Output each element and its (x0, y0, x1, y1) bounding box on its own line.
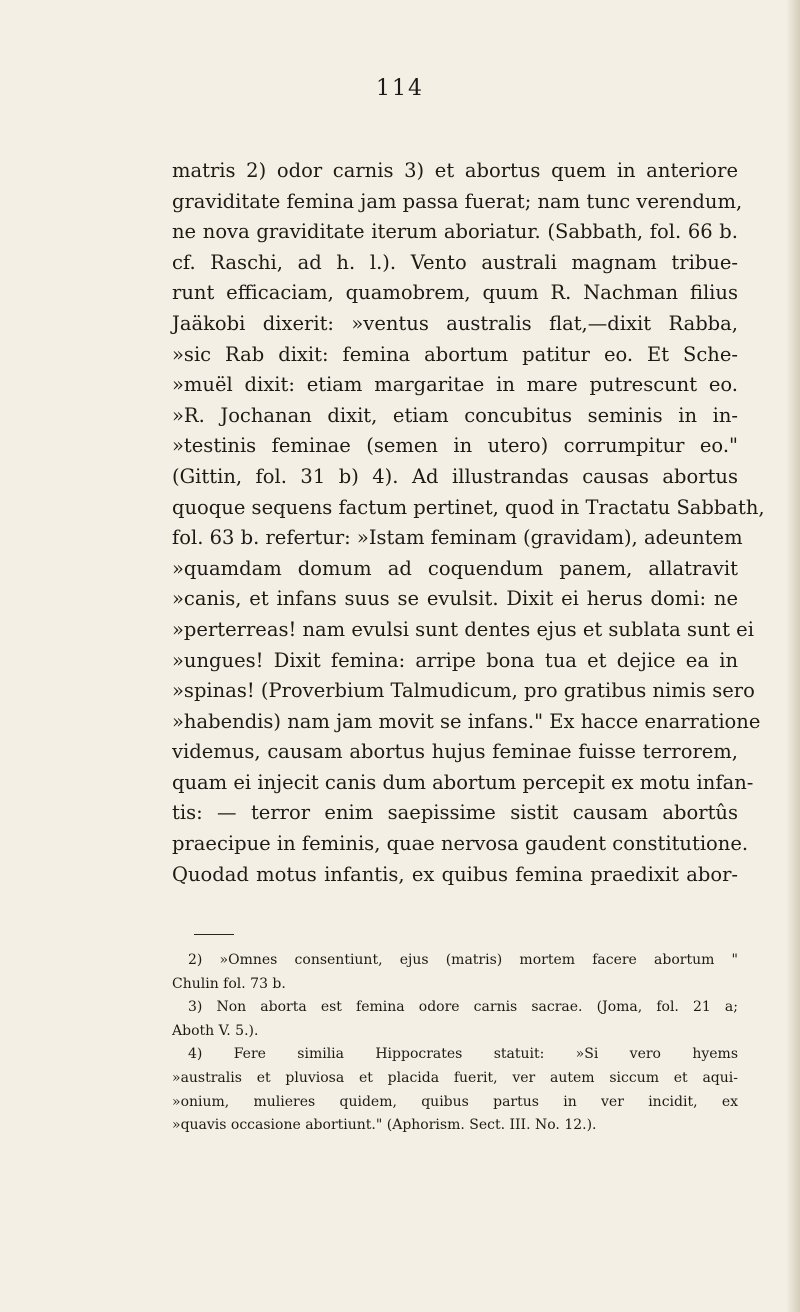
body-line: (Gittin, fol. 31 b) 4). Ad illustrandas causas abortus (172, 464, 738, 488)
footnote-line: 4) Fere similia Hippocrates statuit: »Si vero hyems (188, 1046, 738, 1063)
body-line: Quodad motus infantis, ex quibus femina praedixit abor- (172, 862, 738, 886)
footnote-line: Chulin fol. 73 b. (172, 975, 286, 992)
footnote-line: »onium, mulieres quidem, quibus partus in ver incidit, ex (172, 1093, 738, 1110)
page-edge-shadow (786, 0, 800, 1312)
body-line: ne nova graviditate iterum aboriatur. (Sabbath, fol. 66 b. (172, 220, 738, 244)
footnote-line: Aboth V. 5.). (172, 1022, 259, 1039)
body-line: »muël dixit: etiam margaritae in mare putrescunt eo. (172, 373, 738, 397)
body-text (172, 156, 765, 890)
body-line: Jaäkobi dixerit: »ventus australis flat,—dixit Rabba, (172, 311, 738, 335)
body-line: »spinas! (Proverbium Talmudicum, pro gratibus nimis sero (172, 679, 755, 703)
footnote-separator (194, 934, 234, 935)
body-line: »perterreas! nam evulsi sunt dentes ejus et sublata sunt ei (172, 617, 754, 641)
footnotes (172, 949, 738, 1138)
body-line: cf. Raschi, ad h. l.). Vento australi magnam tribue- (172, 250, 738, 274)
body-line: quam ei injecit canis dum abortum percepit ex motu infan- (172, 770, 754, 794)
footnote-line: 3) Non aborta est femina odore carnis sacrae. (Joma, fol. 21 a; (188, 999, 738, 1016)
footnote-line: »australis et pluviosa et placida fuerit, ver autem siccum et aqui- (172, 1069, 738, 1086)
body-line: »R. Jochanan dixit, etiam concubitus seminis in in- (172, 403, 738, 427)
body-line: »canis, et infans suus se evulsit. Dixit ei herus domi: ne (172, 587, 738, 611)
body-line: matris 2) odor carnis 3) et abortus quem in anteriore (172, 159, 738, 182)
body-line: »testinis feminae (semen in utero) corrumpitur eo." (172, 434, 738, 458)
body-line: videmus, causam abortus hujus feminae fuisse terrorem, (172, 740, 738, 764)
body-line: quoque sequens factum pertinet, quod in Tractatu Sabbath, (172, 495, 765, 519)
footnote-line: 2) »Omnes consentiunt, ejus (matris) mortem facere abortum " (188, 952, 738, 968)
body-line: tis: — terror enim saepissime sistit causam abortûs (172, 801, 738, 825)
body-line: fol. 63 b. refertur: »Istam feminam (gravidam), adeuntem (172, 526, 743, 550)
body-line: graviditate femina jam passa fuerat; nam tunc verendum, (172, 189, 743, 213)
body-line: praecipue in feminis, quae nervosa gaudent constitutione. (172, 832, 749, 856)
page-number: 114 (376, 76, 424, 101)
body-line: »ungues! Dixit femina: arripe bona tua et dejice ea in (172, 648, 738, 672)
body-line: »quamdam domum ad coquendum panem, allatravit (172, 556, 738, 580)
body-line: runt efficaciam, quamobrem, quum R. Nachman filius (172, 281, 738, 305)
footnote-line: »quavis occasione abortiunt." (Aphorism. Sect. III. No. 12.). (172, 1117, 597, 1134)
body-line: »sic Rab dixit: femina abortum patitur eo. Et Sche- (172, 342, 738, 366)
body-line: »habendis) nam jam movit se infans." Ex hacce enarratione (172, 709, 761, 733)
